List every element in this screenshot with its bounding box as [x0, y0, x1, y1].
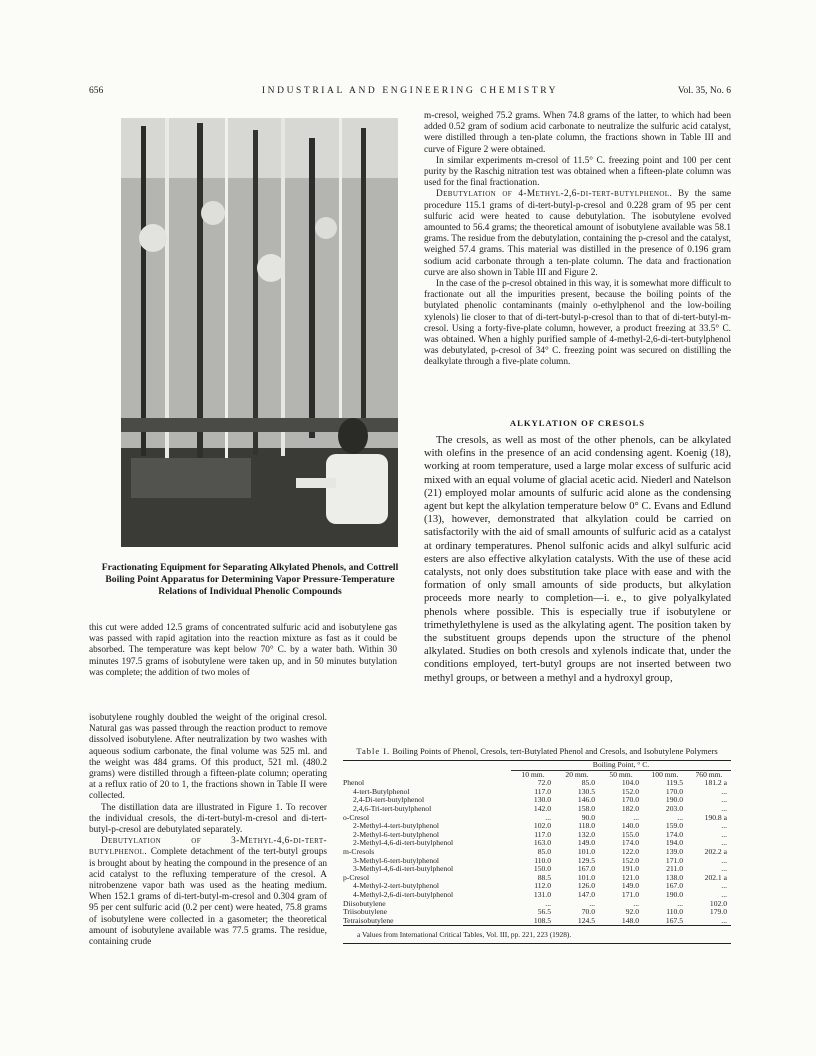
boiling-point-cell: 163.0 — [533, 838, 551, 848]
boiling-point-cell: 110.0 — [534, 855, 551, 865]
paragraph — [89, 836, 327, 948]
table-footnote: a Values from International Critical Tables, Vol. III, pp. 221, 223 (1928). — [357, 930, 572, 940]
paragraph — [424, 189, 731, 279]
boiling-point-cell: ... — [633, 898, 639, 908]
boiling-point-cell: 130.0 — [533, 795, 551, 805]
boiling-point-cell: ... — [721, 829, 727, 839]
boiling-point-cell: 158.0 — [577, 803, 595, 813]
boiling-point-cell: 181.2 a — [704, 778, 727, 788]
boiling-point-cell: 190.0 — [665, 795, 683, 805]
compound-name: Tetraisobutylene — [343, 915, 394, 925]
column-header-blank — [343, 771, 511, 780]
column-header: 100 mm. — [651, 769, 679, 779]
paragraph: this cut were added 12.5 grams of concentrated sulfuric acid and isobutylene gas was passed with rapid agitation into the reaction mixture as fast as it could be absorbed. The temperature was kept below 70° C. by a water bath. Within 30 minutes 197.5 grams of isobutylene were taken up, and in 50 minutes butylation was complete; the addition of two moles of — [89, 623, 397, 678]
photo-illustration — [121, 118, 398, 547]
journal-title: INDUSTRIAL AND ENGINEERING CHEMISTRY — [261, 86, 559, 96]
boiling-point-cell: ... — [633, 812, 639, 822]
boiling-point-cell: 155.0 — [621, 829, 639, 839]
column-header: 50 mm. — [609, 769, 633, 779]
boiling-point-cell: 149.0 — [577, 838, 595, 848]
paragraph: The cresols, as well as most of the other phenols, can be alkylated with olefins in the presence of an acid condensing agent. Koenig (18), working at room temperature, used a large molar excess of sulfuric acid mixed with an equal volume of glacial acetic acid. Niederl and Natelson (21) employed molar amounts of sulfuric acid alone as the condensing agent but kept the alkylation temperature below 0° C. Evans and Edlund (13), however, demonstrated that alkylation could be carried on satisfactorily with the aid of small amounts of sulfuric acid as a catalyst at ordinary temperatures. Phenol sulfonic acids and alkyl sulfuric acid esters are also effective alkylation catalysts. With the use of these acid catalysts, not only does substitution take place with ease and with the formation of only small amounts of side products, but alkylation proceeds more nearly to completion—i. e., to give polyalkylated phenols where possible. This is especially true if isobutylene or trimethylethylene is used as the alkylating agent. The position taken by the substituent groups depends upon the structure of the phenol alkylated. Studies on both cresols and xylenols indicate that, under the conditions employed, tert-butyl groups are not inserted between two methyl groups, or between a methyl and a hydroxyl group, — [424, 435, 731, 684]
boiling-point-cell: 150.0 — [533, 864, 551, 874]
compound-name: Triisobutylene — [343, 907, 388, 917]
boiling-point-cell: 138.0 — [665, 872, 683, 882]
boiling-point-cell: 203.0 — [665, 803, 683, 813]
boiling-point-cell: 146.0 — [577, 795, 595, 805]
boiling-point-cell: ... — [677, 898, 683, 908]
table-row — [343, 891, 731, 900]
table-bottom-rule — [343, 925, 731, 926]
boiling-point-cell: ... — [721, 795, 727, 805]
boiling-point-cell: 152.0 — [621, 855, 639, 865]
boiling-point-cell: 122.0 — [621, 846, 639, 856]
table-row — [343, 805, 731, 814]
compound-name: 4-Methyl-2,6-di-tert-butylphenol — [353, 889, 454, 899]
boiling-point-cell: 174.0 — [665, 829, 683, 839]
boiling-point-cell: 202.2 a — [704, 846, 727, 856]
boiling-point-cell: 174.0 — [621, 838, 639, 848]
boiling-point-cell: 171.0 — [621, 889, 639, 899]
paragraph: m-cresol, weighed 75.2 grams. When 74.8 grams of the latter, to which had been added 0.52 gram of sodium acid carbonate to neutralize the sulfuric acid catalyst, were distilled through a ten-plate column, the fractions shown in Table III and curve of Figure 2 were obtained. — [424, 111, 731, 155]
compound-name: Phenol — [343, 778, 365, 788]
boiling-point-cell: ... — [721, 864, 727, 874]
span-header: Boiling Point, ° C. — [511, 761, 731, 771]
boiling-point-cell: 101.0 — [577, 872, 595, 882]
compound-name: 2-Methyl-6-tert-butylphenol — [353, 829, 440, 839]
boiling-point-cell: ... — [721, 855, 727, 865]
page-number: 656 — [89, 86, 104, 96]
column-header: 20 mm. — [565, 769, 589, 779]
boiling-point-cell: 124.5 — [577, 915, 595, 925]
boiling-point-cell: 118.0 — [578, 821, 595, 831]
table-boiling-points — [343, 746, 731, 944]
boiling-point-cell: 170.0 — [665, 786, 683, 796]
figure-caption: Fractionating Equipment for Separating Alkylated Phenols, and Cottrell Boiling Point Apparatus for Determining Vapor Pressure-Temperature Relations of Individual Phenolic Compounds — [101, 562, 399, 597]
left-column-top — [89, 623, 397, 679]
boiling-point-cell: 139.0 — [665, 846, 683, 856]
boiling-point-cell: 129.5 — [577, 855, 595, 865]
boiling-point-cell: 140.0 — [621, 821, 639, 831]
boiling-point-cell: ... — [721, 786, 727, 796]
column-header: 10 mm. — [521, 769, 545, 779]
boiling-point-cell: 148.0 — [621, 915, 639, 925]
boiling-point-cell: 130.5 — [577, 786, 595, 796]
paragraph: In similar experiments m-cresol of 11.5° C. freezing point and 100 per cent purity by the Raschig nitration test was obtained when a fifteen-plate column was used for the final fractionation. — [424, 155, 731, 189]
boiling-point-cell: 56.5 — [537, 907, 551, 917]
boiling-point-cell: 102.0 — [709, 898, 727, 908]
run-in-heading: Debutylation of 4-Methyl-2,6-di-tert-butylphenol. — [436, 189, 673, 200]
boiling-point-cell: 85.0 — [537, 846, 551, 856]
compound-name: 2-Methyl-4,6-di-tert-butylphenol — [353, 838, 454, 848]
boiling-point-cell: 142.0 — [533, 803, 551, 813]
boiling-point-cell: 70.0 — [581, 907, 595, 917]
boiling-point-cell: 101.0 — [577, 846, 595, 856]
boiling-point-cell: ... — [721, 915, 727, 925]
table-title — [343, 746, 731, 757]
boiling-point-cell: 104.0 — [621, 778, 639, 788]
boiling-point-cell: ... — [589, 898, 595, 908]
boiling-point-cell: 72.0 — [537, 778, 551, 788]
boiling-point-cell: 119.5 — [666, 778, 683, 788]
boiling-point-cell: 171.0 — [665, 855, 683, 865]
run-in-heading: Debutylation of 3-Methyl-4,6-di-tert-butylphenol. — [89, 836, 327, 858]
compound-name: 2,4-Di-tert-butylphenol — [353, 795, 425, 805]
compound-name: m-Cresols — [343, 846, 375, 856]
equipment-photograph — [121, 118, 398, 547]
compound-name: 4-tert-Butylphenol — [353, 786, 410, 796]
boiling-point-cell: 112.0 — [534, 881, 551, 891]
boiling-point-cell: 190.0 — [665, 889, 683, 899]
running-header — [89, 86, 731, 100]
compound-name: p-Cresol — [343, 872, 370, 882]
compound-name: o-Cresol — [343, 812, 370, 822]
boiling-point-cell: ... — [677, 812, 683, 822]
boiling-point-cell: ... — [721, 821, 727, 831]
boiling-point-cell: 110.0 — [666, 907, 683, 917]
boiling-point-cell: ... — [545, 898, 551, 908]
boiling-point-cell: 167.0 — [577, 864, 595, 874]
compound-name: 4-Methyl-2-tert-butylphenol — [353, 881, 440, 891]
boiling-point-cell: 170.0 — [621, 795, 639, 805]
boiling-point-cell: 85.0 — [581, 778, 595, 788]
boiling-point-cell: 167.0 — [665, 881, 683, 891]
table-title-text: Boiling Points of Phenol, Cresols, tert-Butylated Phenol and Cresols, and Isobutylene Polymers — [392, 746, 718, 756]
compound-name: 2-Methyl-4-tert-butylphenol — [353, 821, 440, 831]
compound-name: 3-Methyl-4,6-di-tert-butylphenol — [353, 864, 454, 874]
paragraph: The distillation data are illustrated in Figure 1. To recover the individual cresols, the di-tert-butyl-m-cresol and di-tert-butyl-p-cresol are debutylated separately. — [89, 802, 327, 836]
boiling-point-cell: 102.0 — [533, 821, 551, 831]
left-column-bottom — [89, 713, 327, 948]
boiling-point-cell: ... — [721, 881, 727, 891]
right-column-bottom — [424, 434, 731, 685]
boiling-point-cell: ... — [721, 803, 727, 813]
paragraph-text: By the same procedure 115.1 grams of di-tert-butyl-p-cresol and 0.228 gram of 95 per cent sulfuric acid were heated to cause debutylation. The isobutylene evolved amounted to 56.4 grams; the theoretical amount of isobutylene available was 58.1 grams. The residue from the debutylation, containing the p-cresol and the catalyst, weighed 57.4 grams. This material was distilled in the presence of 0.196 gram sodium acid carbonate through a ten-plate column. The data and fractionation curve are also shown in Table III and Figure 2. — [424, 189, 731, 278]
boiling-point-cell: 121.0 — [621, 872, 639, 882]
boiling-point-cell: ... — [721, 889, 727, 899]
paragraph-text: Complete detachment of the tert-butyl groups is brought about by heating the compound in the presence of an acid catalyst to the refluxing temperature of the cresol. A nitrobenzene vapor bath was used as the heating medium. When 152.1 grams of di-tert-butyl-m-cresol and 0.304 gram of 95 per cent sulfuric acid (0.2 per cent) were heated, 75.8 grams of isobutylene were collected in a gasometer; the theoretical amount of isobutylene available was 77.5 grams. The residue, containing crude — [89, 847, 327, 948]
boiling-point-cell: 90.0 — [581, 812, 595, 822]
boiling-point-cell: 179.0 — [709, 907, 727, 917]
boiling-point-cell: 194.0 — [665, 838, 683, 848]
table-end-rule — [343, 943, 731, 944]
volume-issue: Vol. 35, No. 6 — [677, 86, 731, 96]
boiling-point-cell: ... — [721, 838, 727, 848]
boiling-point-cell: 88.5 — [537, 872, 551, 882]
boiling-point-cell: 191.0 — [621, 864, 639, 874]
boiling-point-cell: 147.0 — [577, 889, 595, 899]
boiling-point-cell: 182.0 — [621, 803, 639, 813]
boiling-point-cell: 190.8 a — [704, 812, 727, 822]
boiling-point-cell: 149.0 — [621, 881, 639, 891]
paragraph: isobutylene roughly doubled the weight of the original cresol. Natural gas was passed through the reaction product to remove dissolved isobutylene. After neutralization by two washes with aqueous sodium carbonate, the final volume was 525 ml. and the weight was 484 grams. Of this product, 521 ml. (480.2 grams) were distilled through a fifteen-plate column; operating at a reflux ratio of 20 to 1, the fractions shown in Table II were collected. — [89, 713, 327, 802]
boiling-point-cell: 159.0 — [665, 821, 683, 831]
paragraph: In the case of the p-cresol obtained in this way, it is somewhat more difficult to fractionate out all the impurities present, because the boiling points of the butylated phenolic contaminants (mainly o-ethylphenol and the low-boiling xylenols) lie closer to that of di-tert-butyl-p-cresol than to that of di-tert-butyl-m-cresol. Using a forty-five-plate column, however, a product freezing at 33.5° C. was obtained. When a highly purified sample of 4-methyl-2,6-di-tert-butylphenol was debutylated, p-cresol of 34° C. freezing point was secured on distilling the dealkylate through a five-plate column. — [424, 279, 731, 368]
table-body — [343, 761, 731, 925]
boiling-point-cell: 108.5 — [533, 915, 551, 925]
boiling-point-cell: 117.0 — [534, 786, 551, 796]
boiling-point-cell: 202.1 a — [704, 872, 727, 882]
compound-name: Diisobutylene — [343, 898, 386, 908]
column-header: 760 mm. — [695, 769, 723, 779]
boiling-point-cell: 167.5 — [665, 915, 683, 925]
compound-name: 3-Methyl-6-tert-butylphenol — [353, 855, 440, 865]
right-column-top — [424, 111, 731, 369]
compound-name: 2,4,6-Tri-tert-butylphenol — [353, 803, 432, 813]
boiling-point-cell: 117.0 — [534, 829, 551, 839]
boiling-point-cell: 92.0 — [625, 907, 639, 917]
boiling-point-cell: 152.0 — [621, 786, 639, 796]
boiling-point-cell: 131.0 — [533, 889, 551, 899]
section-heading: ALKYLATION OF CRESOLS — [509, 418, 646, 428]
boiling-point-cell: 211.0 — [666, 864, 683, 874]
boiling-point-cell: 126.0 — [577, 881, 595, 891]
boiling-point-cell: 132.0 — [577, 829, 595, 839]
table-row — [343, 917, 731, 926]
boiling-point-cell: ... — [545, 812, 551, 822]
table-label: Table I. — [356, 746, 391, 756]
